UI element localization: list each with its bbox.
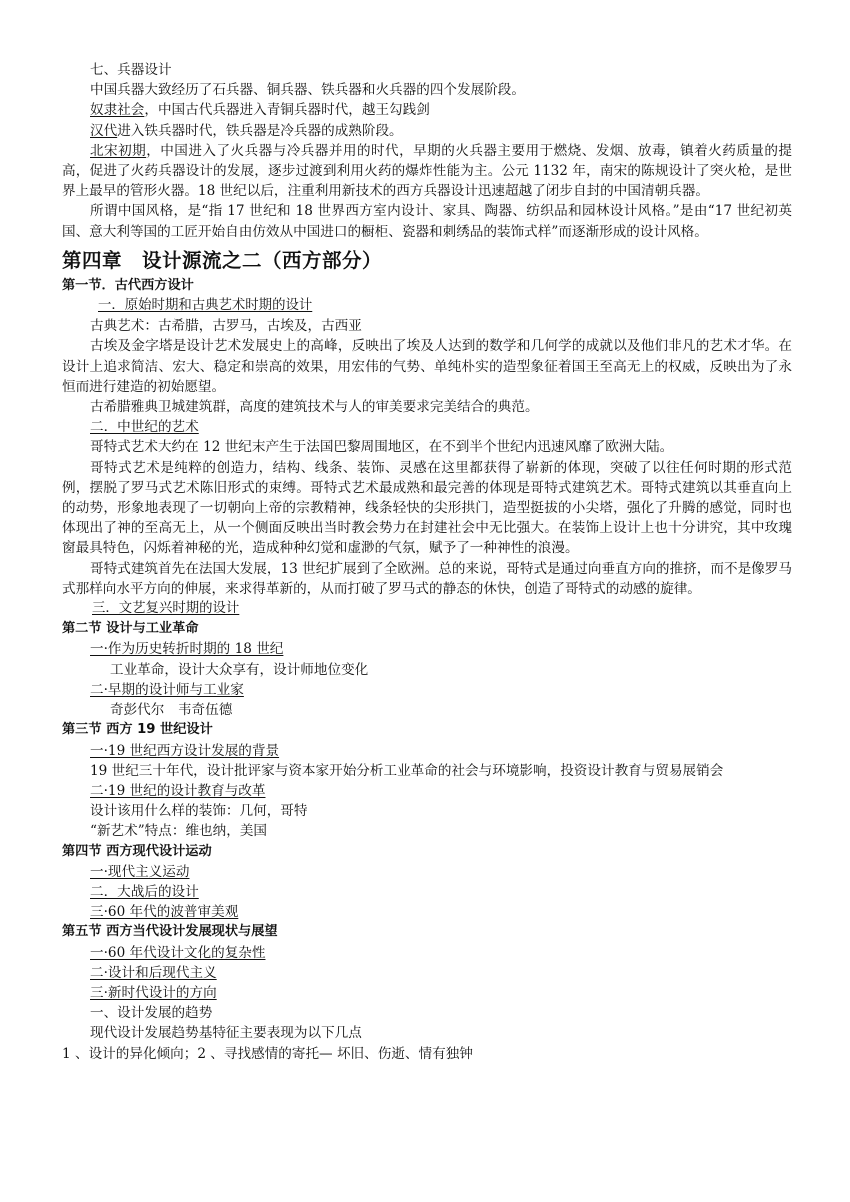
weapons-line-1: 中国兵器大致经历了石兵器、铜兵器、铁兵器和火兵器的四个发展阶段。	[90, 82, 525, 99]
section-2-title: 第二节 设计与工业革命	[62, 621, 199, 637]
section-3-text-3: “新艺术”特点：维也纳，美国	[90, 823, 268, 840]
subheading: 三·60 年代的波普审美观	[90, 904, 239, 921]
section-3-text-1: 19 世纪三十年代，设计批评家与资本家开始分析工业革命的社会与环境影响，投资设计教育与贸易展销会	[90, 762, 724, 779]
section-4-sub-1	[62, 862, 792, 882]
section-2-sub-2	[62, 680, 792, 700]
subheading: 二·19 世纪的设计教育与改革	[90, 782, 266, 799]
text-run: ，中国古代兵器进入青铜兵器时代，越王勾践剑	[144, 102, 430, 119]
subheading: 二·早期的设计师与工业家	[90, 681, 244, 698]
section-4-title: 第四节 西方现代设计运动	[62, 843, 212, 859]
acropolis-line: 古希腊雅典卫城建筑群，高度的建筑技术与人的审美要求完美结合的典范。	[90, 399, 539, 416]
underlined-term: 汉代	[90, 122, 118, 139]
section-4-sub-3	[62, 902, 792, 922]
trend-points: 1 、设计的异化倾向；2 、寻找感情的寄托— 坏旧、伤逝、情有独钟	[62, 1045, 473, 1062]
subheading: 一·60 年代设计文化的复杂性	[90, 944, 266, 961]
section-1-sub-2	[62, 417, 792, 437]
weapons-heading: 七、兵器设计	[90, 62, 172, 78]
text-run: ，中国进入了火兵器与冷兵器并用的时代，早期的火兵器主要用于燃烧、发烟、放毒，镇着火药质量的提高，促进了火药兵器设计的发展，逐步过渡到利用火药的爆炸性能为主。公元 1132 年，南宋的陈规设计了突火枪，是世界上最早的管形火器。18 世纪以后，注重利用新技术的西方兵器设计迅速超越了闭步自封的中国清朝兵器。	[62, 142, 793, 200]
gothic-paragraph-3: 哥特式建筑首先在法国大发展，13 世纪扩展到了全欧洲。总的来说，哥特式是通过向垂直方向的推挤，而不是像罗马式那样向水平方向的伸展，来求得革新的，从而打破了罗马式的静态的休快，创造了哥特式的动感的旋律。	[62, 560, 792, 597]
chapter-title: 第四章 设计源流之二（西方部分）	[62, 248, 383, 272]
gothic-paragraph-2: 哥特式艺术是纯粹的创造力，结构、线条、装饰、灵感在这里都获得了崭新的体现，突破了以往任何时期的形式范例，摆脱了罗马式艺术陈旧形式的束缚。哥特式艺术最成熟和最完善的体现是哥特式建筑艺术。哥特式建筑以其垂直向上的动势，形象地表现了一切朝向上帝的宗教精神，线条轻快的尖形拱门，造型挺拔的小尖塔，强化了升腾的感觉，同时也体现出了神的至高无上，从一个侧面反映出当时教会势力在封建社会中无比强大。在装饰上设计上也十分讲究，其中玫瑰窗最具特色，闪烁着神秘的光，造成种种幻觉和虚渺的气氛，赋予了一种神性的浪漫。	[62, 459, 792, 557]
section-2-sub-1	[62, 639, 792, 659]
weapons-line-2	[62, 100, 792, 120]
subheading: 一·现代主义运动	[90, 863, 190, 880]
weapons-line-3	[62, 121, 792, 141]
subheading: 三·新时代设计的方向	[90, 984, 217, 1001]
subheading: 二．中世纪的艺术	[90, 419, 199, 436]
section-1-sub-3	[62, 599, 792, 619]
pyramid-paragraph: 古埃及金字塔是设计艺术发展史上的高峰，反映出了埃及人达到的数学和几何学的成就以及他们非凡的艺术才华。在设计上追求简洁、宏大、稳定和崇高的效果，用宏伟的气势、单纯朴实的造型象征着国王至高无上的权威，反映出为了永恒而进行建造的初始愿望。	[62, 338, 792, 395]
subheading: 一·19 世纪西方设计发展的背景	[90, 742, 280, 759]
section-5-sub-2	[62, 963, 792, 983]
section-2-text-1: 工业革命，设计大众享有，设计师地位变化	[110, 661, 369, 678]
weapons-paragraph	[62, 141, 792, 202]
gothic-line-1: 哥特式艺术大约在 12 世纪末产生于法国巴黎周围地区，在不到半个世纪内迅速风靡了欧洲大陆。	[90, 439, 674, 456]
text-run: 进入铁兵器时代，铁兵器是冷兵器的成熟阶段。	[117, 122, 403, 139]
section-1-sub-1	[62, 296, 792, 316]
section-4-sub-2	[62, 882, 792, 902]
trend-heading: 一、设计发展的趋势	[90, 1005, 213, 1022]
document-page	[62, 60, 792, 1064]
section-3-text-2: 设计该用什么样的装饰：几何，哥特	[90, 803, 308, 820]
subheading: 二·设计和后现代主义	[90, 964, 217, 981]
subheading: 一·作为历史转折时期的 18 世纪	[90, 641, 284, 658]
subheading: 一．原始时期和古典艺术时期的设计	[98, 298, 313, 314]
trend-intro: 现代设计发展趋势基特征主要表现为以下几点	[90, 1025, 362, 1042]
subheading: 三．文艺复兴时期的设计	[92, 601, 240, 617]
classical-art-line: 古典艺术：古希腊，古罗马，古埃及，古西亚	[90, 318, 362, 335]
underlined-term: 北宋初期	[90, 142, 147, 159]
section-5-sub-3	[62, 983, 792, 1003]
section-5-sub-1	[62, 943, 792, 963]
subheading: 二．大战后的设计	[90, 883, 199, 900]
section-1-title: 第一节．古代西方设计	[62, 277, 194, 293]
section-2-text-2: 奇彭代尔 韦奇伍德	[110, 702, 233, 719]
section-3-sub-1	[62, 741, 792, 761]
section-5-title: 第五节 西方当代设计发展现状与展望	[62, 924, 278, 940]
chinoiserie-paragraph: 所谓中国风格，是“指 17 世纪和 18 世界西方室内设计、家具、陶器、纺织品和园林设计风格。”是由“17 世纪初英国、意大利等国的工匠开始自由仿效从中国进口的橱柜、瓷器和刺绣品的装饰式样”而逐渐形成的设计风格。	[62, 203, 792, 240]
section-3-sub-2	[62, 781, 792, 801]
underlined-term: 奴隶社会	[90, 102, 145, 119]
section-3-title: 第三节 西方 19 世纪设计	[62, 722, 213, 738]
